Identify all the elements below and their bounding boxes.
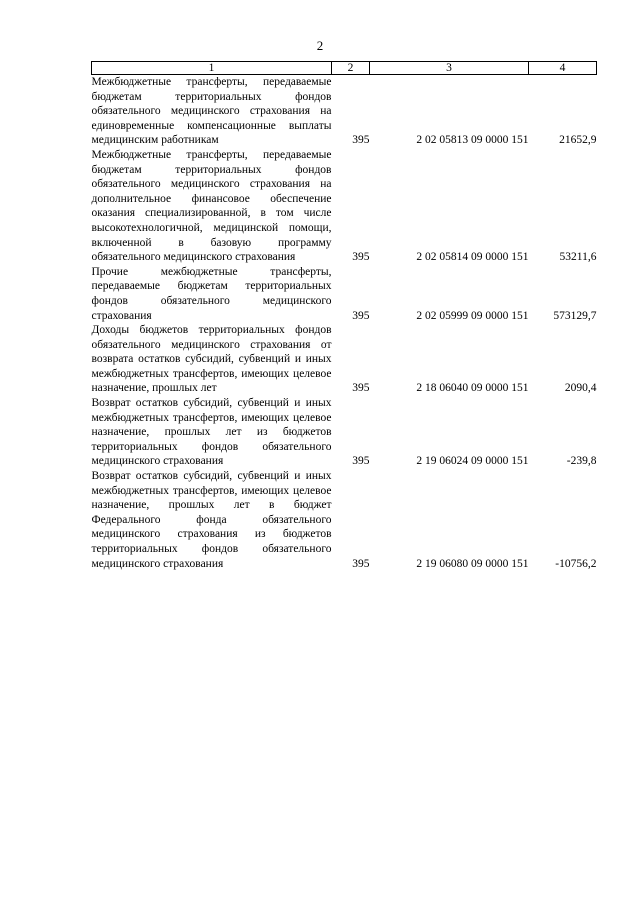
- table-row: [92, 148, 597, 265]
- row-amount: 21652,9: [559, 134, 597, 147]
- row-admin-code: 395: [352, 134, 370, 147]
- row-kbk: 2 02 05813 09 0000 151: [416, 134, 529, 147]
- row-kbk: 2 19 06024 09 0000 151: [416, 455, 529, 468]
- row-admin-code: 395: [352, 382, 370, 395]
- column-header-2: 2: [332, 62, 370, 75]
- row-amount: 2090,4: [564, 382, 597, 395]
- row-name: Межбюджетные трансферты, передаваемые бюджетам территориальных фондов обязательного медицинского страхования на единовременные компенсационные выплаты медицинским работникам: [91, 76, 332, 147]
- row-admin-code: 395: [352, 309, 370, 322]
- row-amount: 573129,7: [553, 309, 597, 322]
- row-amount: 53211,6: [559, 251, 597, 264]
- row-kbk: 2 02 05814 09 0000 151: [416, 251, 529, 264]
- row-name: Возврат остатков субсидий, субвенций и иных межбюджетных трансфертов, имеющих целевое назначение, прошлых лет из бюджетов территориальных фондов обязательного медицинского страхования: [91, 397, 332, 468]
- column-header-4: 4: [529, 62, 597, 75]
- row-admin-code: 395: [352, 455, 370, 468]
- table-row: [92, 469, 597, 571]
- table-row: [92, 396, 597, 469]
- row-admin-code: 395: [352, 557, 370, 570]
- header-row: [92, 62, 597, 75]
- table-row: [92, 265, 597, 323]
- row-name: Прочие межбюджетные трансферты, передаваемые бюджетам территориальных фондов обязательного медицинского страхования: [91, 265, 332, 322]
- row-kbk: 2 18 06040 09 0000 151: [416, 382, 529, 395]
- row-kbk: 2 19 06080 09 0000 151: [416, 557, 529, 570]
- column-header-1: 1: [92, 62, 332, 75]
- budget-table: [91, 61, 597, 571]
- page-number: 2: [316, 38, 324, 53]
- row-admin-code: 395: [352, 251, 370, 264]
- row-kbk: 2 02 05999 09 0000 151: [416, 309, 529, 322]
- row-name: Возврат остатков субсидий, субвенций и иных межбюджетных трансфертов, имеющих целевое назначение, прошлых лет в бюджет Федерального фонда обязательного медицинского страхования из бюджетов территориальных фондов обязательного медицинского страхования: [91, 470, 332, 570]
- column-header-3: 3: [370, 62, 529, 75]
- table-row: [92, 75, 597, 148]
- table-row: [92, 323, 597, 396]
- row-name: Межбюджетные трансферты, передаваемые бюджетам территориальных фондов обязательного медицинского страхования на дополнительное финансовое обеспечение оказания специализированной, в том числе высокотехнологичной, медицинской помощи, включенной в базовую программу обязательного медицинского страхования: [91, 148, 332, 264]
- row-amount: -10756,2: [555, 557, 597, 570]
- row-name: Доходы бюджетов территориальных фондов обязательного медицинского страхования от возврата остатков субсидий, субвенций и иных межбюджетных трансфертов, имеющих целевое назначение, прошлых лет: [91, 324, 332, 395]
- row-amount: -239,8: [566, 455, 597, 468]
